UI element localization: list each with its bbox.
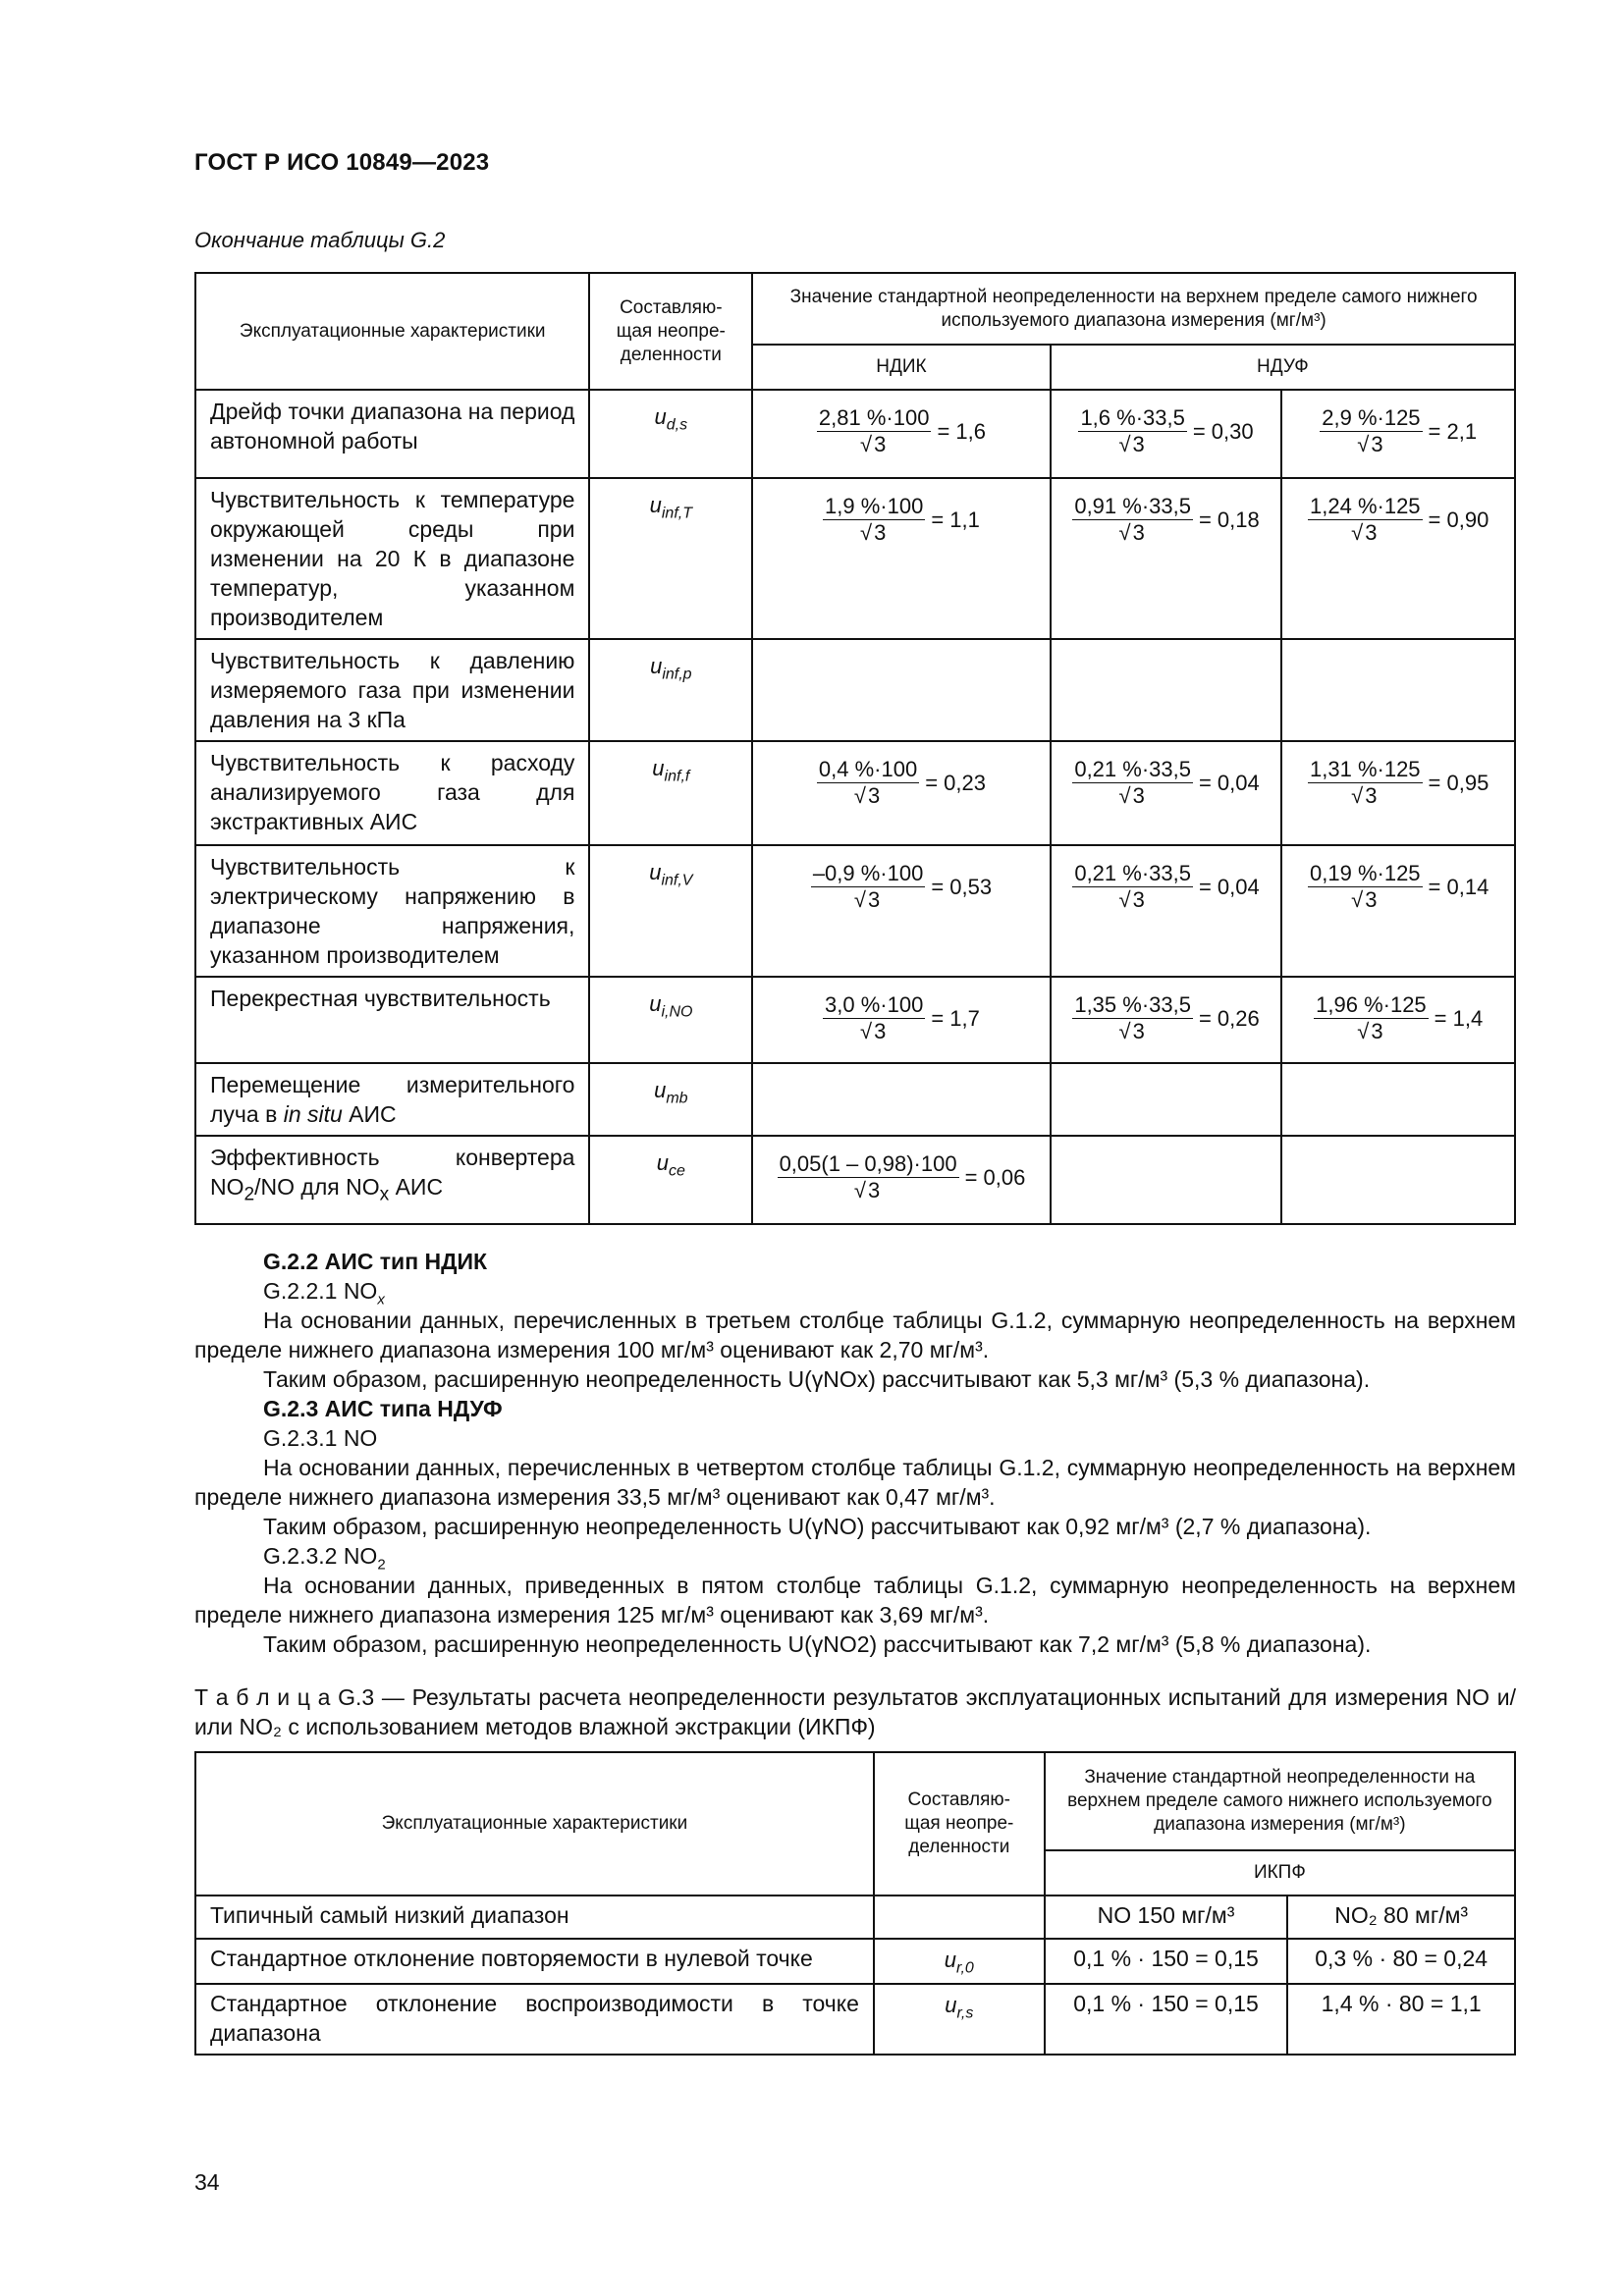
table-row — [195, 1939, 1515, 1984]
paragraph-6: Таким образом, расширенную неопределенность U(γNO2) рассчитывают как 7,2 мг/м³ (5,8 % диапазона). — [263, 1631, 1372, 1657]
header-component: Составляю- щая неопре- деленности — [589, 273, 752, 390]
g3-header-characteristic: Эксплуатационные характеристики — [195, 1752, 874, 1896]
table-g2 — [194, 272, 1516, 1225]
row-value-nduf-no — [1051, 977, 1282, 1063]
row-value-ndik — [752, 390, 1051, 478]
row-value-nduf-no2 — [1281, 1136, 1515, 1224]
table-row — [195, 1136, 1515, 1224]
fraction-expression: $\frac{3,0 \%\cdot 100}{√3}$ = 1,7 — [825, 992, 980, 1043]
section-g22-heading: G.2.2 АИС тип НДИК — [263, 1249, 488, 1274]
row-value-nduf-no — [1051, 639, 1282, 741]
header-nduf: НДУФ — [1051, 345, 1515, 390]
table-g3 — [194, 1751, 1516, 2056]
table-row — [195, 1063, 1515, 1136]
row-component: $u_{d,s}$ — [589, 390, 752, 478]
fraction-expression: $\frac{0,21 \%\cdot 33,5}{√3}$ = 0,04 — [1074, 757, 1260, 808]
row-value-nduf-no — [1051, 741, 1282, 845]
row-value-nduf-no — [1051, 1063, 1282, 1136]
header-ndik: НДИК — [752, 345, 1051, 390]
table-row — [195, 390, 1515, 478]
fraction-expression: $\frac{-0,9 \%\cdot 100}{√3}$ = 0,53 — [812, 861, 993, 912]
row-component: $u_{inf,f}$ — [589, 741, 752, 845]
row-value-nduf-no2 — [1281, 478, 1515, 639]
fraction-expression: $\frac{0,91 \%\cdot 33,5}{√3}$ = 0,18 — [1074, 494, 1260, 545]
fraction-expression: $\frac{1,24 \%\cdot 125}{√3}$ = 0,90 — [1310, 494, 1489, 545]
row-description: Стандартное отклонение повторяемости в нулевой точке — [195, 1939, 874, 1984]
fraction-expression: $\frac{2,81 \%\cdot 100}{√3}$ = 1,6 — [818, 405, 986, 456]
table-row — [195, 845, 1515, 977]
g3-header-component: Составляю- щая неопре- деленности — [874, 1752, 1045, 1896]
row-component: $u_{inf,p}$ — [589, 639, 752, 741]
table-row — [195, 1984, 1515, 2055]
row-value-ndik — [752, 1136, 1051, 1224]
document-header: ГОСТ Р ИСО 10849—2023 — [194, 149, 490, 176]
row-component: $u_{i,NO}$ — [589, 977, 752, 1063]
g232-sub: 2 — [377, 1556, 386, 1574]
row-value-nduf-no — [1051, 1136, 1282, 1224]
row-value-no2: NO₂ 80 мг/м³ — [1287, 1896, 1515, 1939]
row-value-ndik — [752, 845, 1051, 977]
paragraph-2: Таким образом, расширенную неопределенность U(γNOx) рассчитывают как 5,3 мг/м³ (5,3 % диапазона). — [263, 1366, 1371, 1392]
row-component: $u_{mb}$ — [589, 1063, 752, 1136]
g221-sub: x — [377, 1291, 385, 1308]
row-value-nduf-no2 — [1281, 741, 1515, 845]
fraction-expression: $\frac{0,19 \%\cdot 125}{√3}$ = 0,14 — [1310, 861, 1489, 912]
table-row — [195, 977, 1515, 1063]
fraction-expression: $\frac{0,4 \%\cdot 100}{√3}$ = 0,23 — [818, 757, 986, 808]
g3-header-ikpf: ИКПФ — [1045, 1850, 1515, 1896]
row-value-no: NO 150 мг/м³ — [1045, 1896, 1288, 1939]
row-value-nduf-no2 — [1281, 639, 1515, 741]
g221-label: G.2.2.1 NO — [263, 1278, 378, 1304]
row-value-ndik — [752, 977, 1051, 1063]
row-component: $u_{r,s}$ — [874, 1984, 1045, 2055]
row-value-nduf-no2 — [1281, 977, 1515, 1063]
header-characteristic: Эксплуатационные характеристики — [195, 273, 589, 390]
paragraph-3: На основании данных, перечисленных в четвертом столбце таблицы G.1.2, суммарную неопределенность на верхнем пределе нижнего диапазона измерения 33,5 мг/м³ оценивают как 0,47 мг/м³. — [194, 1455, 1516, 1510]
paragraph-1: На основании данных, перечисленных в третьем столбце таблицы G.1.2, суммарную неопределенность на верхнем пределе нижнего диапазона измерения 100 мг/м³ оценивают как 2,70 мг/м³. — [194, 1308, 1516, 1362]
row-value-nduf-no2 — [1281, 845, 1515, 977]
paragraph-5: На основании данных, приведенных в пятом столбце таблицы G.1.2, суммарную неопределенность на верхнем пределе нижнего диапазона измерения 125 мг/м³ оценивают как 3,69 мг/м³. — [194, 1573, 1516, 1628]
table-row — [195, 639, 1515, 741]
paragraph-4: Таким образом, расширенную неопределенность U(γNO) рассчитывают как 0,92 мг/м³ (2,7 % диапазона). — [263, 1514, 1372, 1539]
g3-header-value: Значение стандартной неопределенности на верхнем пределе самого нижнего используемого диапазона измерения (мг/м³) — [1045, 1752, 1515, 1850]
fraction-expression: $\frac{0,21 \%\cdot 33,5}{√3}$ = 0,04 — [1074, 861, 1260, 912]
row-value-nduf-no — [1051, 478, 1282, 639]
row-description: Перемещение измерительного луча в in situ АИС — [195, 1063, 589, 1136]
row-value-nduf-no — [1051, 845, 1282, 977]
row-value-no: 0,1 % · 150 = 0,15 — [1045, 1939, 1288, 1984]
row-description: Дрейф точки диапазона на период автономной работы — [195, 390, 589, 478]
row-value-ndik — [752, 741, 1051, 845]
fraction-expression: $\frac{1,31 \%\cdot 125}{√3}$ = 0,95 — [1310, 757, 1489, 808]
row-description: Перекрестная чувствительность — [195, 977, 589, 1063]
section-g23-heading: G.2.3 АИС типа НДУФ — [263, 1396, 503, 1421]
row-description: Чувствительность к температуре окружающей среды при изменении на 20 К в диапазоне температур, указанном производителем — [195, 478, 589, 639]
row-component: $u_{inf,V}$ — [589, 845, 752, 977]
row-description: Чувствительность к электрическому напряжению в диапазоне напряжения, указанном производителем — [195, 845, 589, 977]
row-description: Эффективность конвертера $NO_2/NO$ для $NO_x$ АИС — [195, 1136, 589, 1224]
table-continuation-caption: Окончание таблицы G.2 — [194, 228, 446, 252]
table-g3-caption: Т а б л и ц а G.3 — Результаты расчета неопределенности результатов эксплуатационных испытаний для измерения NO и/или NO₂ с использованием методов влажной экстракции (ИКПФ) — [194, 1684, 1516, 1739]
row-value-no: 0,1 % · 150 = 0,15 — [1045, 1984, 1288, 2055]
table-row — [195, 478, 1515, 639]
page-number: 34 — [194, 2169, 220, 2195]
table-row — [195, 741, 1515, 845]
fraction-expression: $\frac{1,9 \%\cdot 100}{√3}$ = 1,1 — [825, 494, 980, 545]
row-value-nduf-no — [1051, 390, 1282, 478]
fraction-expression: $\frac{1,6 \%\cdot 33,5}{√3}$ = 0,30 — [1080, 405, 1254, 456]
row-value-no2: 0,3 % · 80 = 0,24 — [1287, 1939, 1515, 1984]
fraction-expression: $\frac{1,96 \%\cdot 125}{√3}$ = 1,4 — [1316, 992, 1484, 1043]
row-description: Чувствительность к давлению измеряемого газа при изменении давления на 3 кПа — [195, 639, 589, 741]
g232-label: G.2.3.2 NO — [263, 1543, 378, 1569]
row-value-ndik — [752, 1063, 1051, 1136]
section-g231-heading: G.2.3.1 NO — [263, 1425, 378, 1451]
table-row — [195, 1896, 1515, 1939]
row-component: $u_{r,0}$ — [874, 1939, 1045, 1984]
fraction-expression: $\frac{0,05(1 - 0,98)\cdot 100}{√3}$ = 0,06 — [779, 1151, 1026, 1202]
row-component: $u_{inf,T}$ — [589, 478, 752, 639]
row-component: $u_{ce}$ — [589, 1136, 752, 1224]
row-description: Чувствительность к расходу анализируемого газа для экстрактивных АИС — [195, 741, 589, 845]
header-value: Значение стандартной неопределенности на верхнем пределе самого нижнего используемого диапазона измерения (мг/м³) — [752, 273, 1515, 345]
row-value-ndik — [752, 478, 1051, 639]
row-component — [874, 1896, 1045, 1939]
row-value-nduf-no2 — [1281, 390, 1515, 478]
row-description: Стандартное отклонение воспроизводимости в точке диапазона — [195, 1984, 874, 2055]
row-value-nduf-no2 — [1281, 1063, 1515, 1136]
row-value-ndik — [752, 639, 1051, 741]
row-description: Типичный самый низкий диапазон — [195, 1896, 874, 1939]
row-value-no2: 1,4 % · 80 = 1,1 — [1287, 1984, 1515, 2055]
fraction-expression: $\frac{2,9 \%\cdot 125}{√3}$ = 2,1 — [1322, 405, 1478, 456]
fraction-expression: $\frac{1,35 \%\cdot 33,5}{√3}$ = 0,26 — [1074, 992, 1260, 1043]
